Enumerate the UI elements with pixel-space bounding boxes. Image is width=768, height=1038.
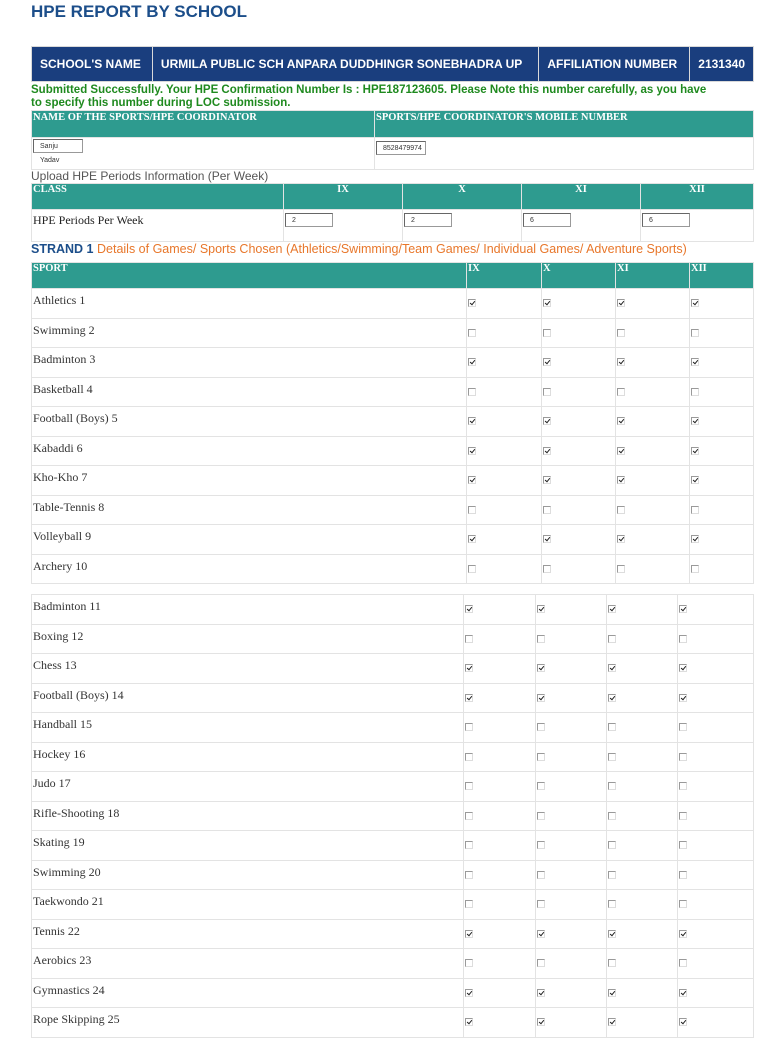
checkbox-xii[interactable] bbox=[679, 753, 687, 761]
checkbox-ix[interactable] bbox=[465, 812, 473, 820]
sport-row bbox=[32, 860, 754, 890]
checkbox-xii[interactable] bbox=[691, 476, 699, 484]
sport-name: Athletics 1 bbox=[32, 289, 467, 319]
affiliation-value: 2131340 bbox=[690, 47, 754, 82]
sport-name: Swimming 20 bbox=[32, 860, 464, 890]
checkbox-x[interactable] bbox=[543, 329, 551, 337]
sport-name: Aerobics 23 bbox=[32, 949, 464, 979]
strand-description: Details of Games/ Sports Chosen (Athletics/Swimming/Team Games/ Individual Games/ Adventure Sports) bbox=[97, 242, 687, 256]
checkbox-xi[interactable] bbox=[608, 1018, 616, 1026]
sport-row bbox=[32, 377, 754, 407]
checkbox-ix[interactable] bbox=[468, 535, 476, 543]
checkbox-x[interactable] bbox=[543, 299, 551, 307]
checkbox-xii[interactable] bbox=[691, 329, 699, 337]
checkbox-xii[interactable] bbox=[691, 417, 699, 425]
sport-row bbox=[32, 831, 754, 861]
school-name-value: URMILA PUBLIC SCH ANPARA DUDDHINGR SONEBHADRA UP bbox=[152, 47, 538, 82]
checkbox-x[interactable] bbox=[537, 989, 545, 997]
checkbox-x[interactable] bbox=[537, 959, 545, 967]
sport-name: Archery 10 bbox=[32, 554, 467, 584]
checkbox-xi[interactable] bbox=[617, 447, 625, 455]
sport-row bbox=[32, 919, 754, 949]
checkbox-xi[interactable] bbox=[608, 723, 616, 731]
checkbox-x[interactable] bbox=[543, 506, 551, 514]
sport-x-header: X bbox=[542, 263, 616, 289]
checkbox-xii[interactable] bbox=[679, 871, 687, 879]
sport-ix-header: IX bbox=[467, 263, 542, 289]
sport-row bbox=[32, 318, 754, 348]
sport-row bbox=[32, 713, 754, 743]
checkbox-ix[interactable] bbox=[468, 506, 476, 514]
coordinator-mobile-input[interactable]: 8528479974 bbox=[376, 141, 426, 155]
sport-row bbox=[32, 554, 754, 584]
coordinator-name-header: NAME OF THE SPORTS/HPE COORDINATOR bbox=[32, 111, 375, 138]
checkbox-xi[interactable] bbox=[608, 635, 616, 643]
sport-row bbox=[32, 683, 754, 713]
checkbox-x[interactable] bbox=[537, 930, 545, 938]
strand-label: STRAND 1 bbox=[31, 242, 94, 256]
sport-row bbox=[32, 348, 754, 378]
sport-row bbox=[32, 1008, 754, 1038]
sport-name: Skating 19 bbox=[32, 831, 464, 861]
periods-xi-input[interactable]: 6 bbox=[523, 213, 571, 227]
periods-x-input[interactable]: 2 bbox=[404, 213, 452, 227]
sport-name: Hockey 16 bbox=[32, 742, 464, 772]
sport-row bbox=[32, 890, 754, 920]
checkbox-x[interactable] bbox=[537, 1018, 545, 1026]
checkbox-xi[interactable] bbox=[617, 417, 625, 425]
checkbox-x[interactable] bbox=[537, 841, 545, 849]
checkbox-ix[interactable] bbox=[465, 782, 473, 790]
checkbox-ix[interactable] bbox=[465, 605, 473, 613]
checkbox-ix[interactable] bbox=[465, 694, 473, 702]
coordinator-name-input[interactable]: Sanju Yadav bbox=[33, 139, 83, 153]
sport-row bbox=[32, 742, 754, 772]
checkbox-x[interactable] bbox=[543, 447, 551, 455]
checkbox-xi[interactable] bbox=[608, 871, 616, 879]
checkbox-xii[interactable] bbox=[679, 635, 687, 643]
checkbox-xi[interactable] bbox=[608, 753, 616, 761]
sport-row bbox=[32, 654, 754, 684]
checkbox-ix[interactable] bbox=[468, 299, 476, 307]
checkbox-ix[interactable] bbox=[468, 565, 476, 573]
sport-name: Chess 13 bbox=[32, 654, 464, 684]
checkbox-x[interactable] bbox=[537, 812, 545, 820]
checkbox-xi[interactable] bbox=[608, 959, 616, 967]
checkbox-xii[interactable] bbox=[691, 565, 699, 573]
sport-row bbox=[32, 495, 754, 525]
checkbox-xi[interactable] bbox=[617, 388, 625, 396]
periods-xii-input[interactable]: 6 bbox=[642, 213, 690, 227]
checkbox-xi[interactable] bbox=[608, 989, 616, 997]
coordinator-mobile-header: SPORTS/HPE COORDINATOR'S MOBILE NUMBER bbox=[375, 111, 754, 138]
sport-row bbox=[32, 624, 754, 654]
sport-name: Judo 17 bbox=[32, 772, 464, 802]
school-name-label: SCHOOL'S NAME bbox=[32, 47, 153, 82]
checkbox-xii[interactable] bbox=[691, 388, 699, 396]
checkbox-ix[interactable] bbox=[465, 723, 473, 731]
sport-row bbox=[32, 525, 754, 555]
sport-xi-header: XI bbox=[616, 263, 690, 289]
sport-row bbox=[32, 801, 754, 831]
sport-name: Taekwondo 21 bbox=[32, 890, 464, 920]
checkbox-xi[interactable] bbox=[617, 358, 625, 366]
sport-name: Handball 15 bbox=[32, 713, 464, 743]
checkbox-ix[interactable] bbox=[468, 329, 476, 337]
checkbox-x[interactable] bbox=[537, 900, 545, 908]
checkbox-xi[interactable] bbox=[617, 565, 625, 573]
checkbox-xi[interactable] bbox=[608, 900, 616, 908]
checkbox-xi[interactable] bbox=[617, 506, 625, 514]
checkbox-xi[interactable] bbox=[608, 841, 616, 849]
checkbox-xii[interactable] bbox=[679, 841, 687, 849]
checkbox-xi[interactable] bbox=[617, 329, 625, 337]
checkbox-ix[interactable] bbox=[465, 959, 473, 967]
page-title: HPE REPORT BY SCHOOL bbox=[31, 2, 247, 21]
school-info-table bbox=[31, 46, 754, 82]
checkbox-ix[interactable] bbox=[468, 358, 476, 366]
sport-row bbox=[32, 595, 754, 625]
checkbox-x[interactable] bbox=[543, 565, 551, 573]
checkbox-xi[interactable] bbox=[617, 476, 625, 484]
periods-row-label: HPE Periods Per Week bbox=[32, 210, 284, 242]
sport-row bbox=[32, 949, 754, 979]
checkbox-ix[interactable] bbox=[465, 930, 473, 938]
sport-name: Rope Skipping 25 bbox=[32, 1008, 464, 1038]
sport-name: Basketball 4 bbox=[32, 377, 467, 407]
checkbox-x[interactable] bbox=[537, 753, 545, 761]
checkbox-ix[interactable] bbox=[468, 447, 476, 455]
checkbox-xii[interactable] bbox=[679, 812, 687, 820]
checkbox-xi[interactable] bbox=[608, 664, 616, 672]
checkbox-x[interactable] bbox=[543, 535, 551, 543]
checkbox-xii[interactable] bbox=[691, 299, 699, 307]
checkbox-xii[interactable] bbox=[679, 664, 687, 672]
checkbox-x[interactable] bbox=[537, 664, 545, 672]
checkbox-ix[interactable] bbox=[468, 388, 476, 396]
class-xii-header: XII bbox=[641, 184, 754, 210]
class-header: CLASS bbox=[32, 184, 284, 210]
checkbox-ix[interactable] bbox=[468, 476, 476, 484]
checkbox-ix[interactable] bbox=[468, 417, 476, 425]
strand-heading bbox=[31, 242, 687, 256]
checkbox-xii[interactable] bbox=[679, 900, 687, 908]
checkbox-ix[interactable] bbox=[465, 900, 473, 908]
checkbox-x[interactable] bbox=[543, 476, 551, 484]
checkbox-xii[interactable] bbox=[691, 447, 699, 455]
checkbox-ix[interactable] bbox=[465, 635, 473, 643]
sport-row bbox=[32, 289, 754, 319]
sport-row bbox=[32, 407, 754, 437]
checkbox-xii[interactable] bbox=[679, 1018, 687, 1026]
checkbox-xii[interactable] bbox=[679, 782, 687, 790]
checkbox-xii[interactable] bbox=[679, 605, 687, 613]
checkbox-xi[interactable] bbox=[608, 930, 616, 938]
sport-name: Football (Boys) 14 bbox=[32, 683, 464, 713]
periods-table bbox=[31, 183, 754, 242]
checkbox-xii[interactable] bbox=[679, 694, 687, 702]
checkbox-x[interactable] bbox=[537, 635, 545, 643]
sport-name: Volleyball 9 bbox=[32, 525, 467, 555]
success-message: Submitted Successfully. Your HPE Confirmation Number Is : HPE187123605. Please Note this number carefully, as you have to specify this number during LOC submission. bbox=[31, 84, 707, 109]
sport-name: Football (Boys) 5 bbox=[32, 407, 467, 437]
checkbox-x[interactable] bbox=[543, 358, 551, 366]
checkbox-xi[interactable] bbox=[608, 605, 616, 613]
checkbox-ix[interactable] bbox=[465, 871, 473, 879]
checkbox-ix[interactable] bbox=[465, 989, 473, 997]
sports-table-2 bbox=[31, 594, 754, 1038]
sport-name: Kho-Kho 7 bbox=[32, 466, 467, 496]
checkbox-x[interactable] bbox=[543, 388, 551, 396]
checkbox-xi[interactable] bbox=[617, 299, 625, 307]
sport-row bbox=[32, 466, 754, 496]
sport-row bbox=[32, 772, 754, 802]
periods-ix-input[interactable]: 2 bbox=[285, 213, 333, 227]
class-x-header: X bbox=[403, 184, 522, 210]
sport-name: Table-Tennis 8 bbox=[32, 495, 467, 525]
sport-header: SPORT bbox=[32, 263, 467, 289]
checkbox-xi[interactable] bbox=[608, 782, 616, 790]
checkbox-xi[interactable] bbox=[608, 694, 616, 702]
sport-row bbox=[32, 978, 754, 1008]
checkbox-ix[interactable] bbox=[465, 1018, 473, 1026]
checkbox-x[interactable] bbox=[537, 871, 545, 879]
sport-name: Badminton 11 bbox=[32, 595, 464, 625]
sport-name: Rifle-Shooting 18 bbox=[32, 801, 464, 831]
sports-table-1 bbox=[31, 262, 754, 584]
checkbox-ix[interactable] bbox=[465, 841, 473, 849]
sport-name: Gymnastics 24 bbox=[32, 978, 464, 1008]
sport-name: Badminton 3 bbox=[32, 348, 467, 378]
affiliation-label: AFFILIATION NUMBER bbox=[539, 47, 690, 82]
checkbox-ix[interactable] bbox=[465, 664, 473, 672]
checkbox-xii[interactable] bbox=[679, 959, 687, 967]
checkbox-xii[interactable] bbox=[679, 723, 687, 731]
class-ix-header: IX bbox=[284, 184, 403, 210]
sport-name: Boxing 12 bbox=[32, 624, 464, 654]
checkbox-xii[interactable] bbox=[679, 930, 687, 938]
sport-row bbox=[32, 436, 754, 466]
checkbox-x[interactable] bbox=[537, 694, 545, 702]
periods-caption: Upload HPE Periods Information (Per Week) bbox=[31, 169, 269, 183]
checkbox-xi[interactable] bbox=[608, 812, 616, 820]
checkbox-x[interactable] bbox=[543, 417, 551, 425]
checkbox-xii[interactable] bbox=[691, 358, 699, 366]
checkbox-x[interactable] bbox=[537, 605, 545, 613]
sport-name: Kabaddi 6 bbox=[32, 436, 467, 466]
checkbox-xii[interactable] bbox=[691, 506, 699, 514]
sport-xii-header: XII bbox=[690, 263, 754, 289]
checkbox-ix[interactable] bbox=[465, 753, 473, 761]
checkbox-xii[interactable] bbox=[691, 535, 699, 543]
checkbox-xii[interactable] bbox=[679, 989, 687, 997]
class-xi-header: XI bbox=[522, 184, 641, 210]
coordinator-table bbox=[31, 110, 754, 170]
checkbox-x[interactable] bbox=[537, 782, 545, 790]
checkbox-x[interactable] bbox=[537, 723, 545, 731]
sport-name: Swimming 2 bbox=[32, 318, 467, 348]
checkbox-xi[interactable] bbox=[617, 535, 625, 543]
sport-name: Tennis 22 bbox=[32, 919, 464, 949]
